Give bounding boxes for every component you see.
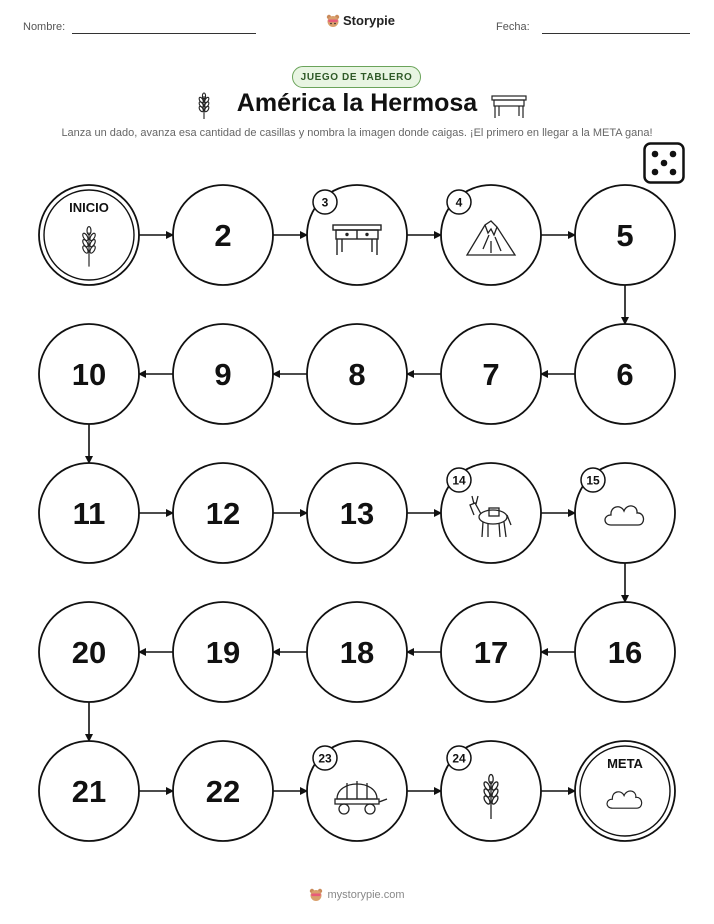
space-number-badge-label: 3	[321, 195, 329, 210]
space-number-badge-label: 24	[452, 751, 466, 766]
space-number: 12	[205, 496, 241, 531]
space-number: 11	[72, 496, 106, 531]
space-number: 8	[348, 357, 366, 392]
page-title: América la Hermosa	[236, 89, 478, 117]
space-number: 22	[205, 774, 241, 809]
space-number: 6	[616, 357, 634, 392]
space-number: 20	[71, 635, 107, 670]
board-space-13	[307, 463, 407, 563]
space-number-badge-label: 14	[452, 473, 466, 488]
board-space-19	[173, 602, 273, 702]
game-type-badge: JUEGO DE TABLERO	[292, 66, 421, 88]
board-space-8	[307, 324, 407, 424]
board-space-4	[441, 185, 541, 285]
start-label: INICIO	[69, 200, 109, 215]
storypie-bear-icon	[309, 888, 323, 902]
date-label: Fecha:	[496, 21, 530, 33]
space-number: 13	[339, 496, 375, 531]
space-number-badge-label: 15	[586, 473, 600, 488]
board-space-15	[575, 463, 675, 563]
board-space-6	[575, 324, 675, 424]
space-number-badge-label: 23	[318, 751, 332, 766]
board-space-17	[441, 602, 541, 702]
board-space-21	[39, 741, 139, 841]
board-space-3	[307, 185, 407, 285]
board-space-23	[307, 741, 407, 841]
board-space-7	[441, 324, 541, 424]
space-number: 5	[616, 218, 634, 253]
space-number: 9	[214, 357, 232, 392]
space-number-badge-label: 4	[455, 195, 463, 210]
board-space-14	[441, 463, 541, 563]
board-space-25	[575, 741, 675, 841]
space-number: 17	[473, 635, 509, 670]
board-space-12	[173, 463, 273, 563]
board-space-24	[441, 741, 541, 841]
board-space-20	[39, 602, 139, 702]
space-number: 16	[607, 635, 643, 670]
space-number: 19	[205, 635, 241, 670]
board-space-22	[173, 741, 273, 841]
footer	[0, 888, 714, 902]
instructions: Lanza un dado, avanza esa cantidad de casillas y nombra la imagen donde caigas. ¡El primero en llegar a la META gana!	[61, 127, 653, 139]
board-space-9	[173, 324, 273, 424]
space-number: 18	[339, 635, 375, 670]
space-number: 21	[71, 774, 107, 809]
space-number: 10	[71, 357, 107, 392]
name-label: Nombre:	[23, 21, 66, 33]
footer-url[interactable]: mystorypie.com	[327, 889, 405, 901]
board-space-1	[39, 185, 139, 285]
board-space-2	[173, 185, 273, 285]
board-space-18	[307, 602, 407, 702]
board-space-5	[575, 185, 675, 285]
board-space-11	[39, 463, 139, 563]
finish-label: META	[607, 756, 643, 771]
space-number: 2	[214, 218, 232, 253]
board-space-10	[39, 324, 139, 424]
brand-name: Storypie	[343, 13, 396, 28]
board-space-16	[575, 602, 675, 702]
space-number: 7	[482, 357, 500, 392]
